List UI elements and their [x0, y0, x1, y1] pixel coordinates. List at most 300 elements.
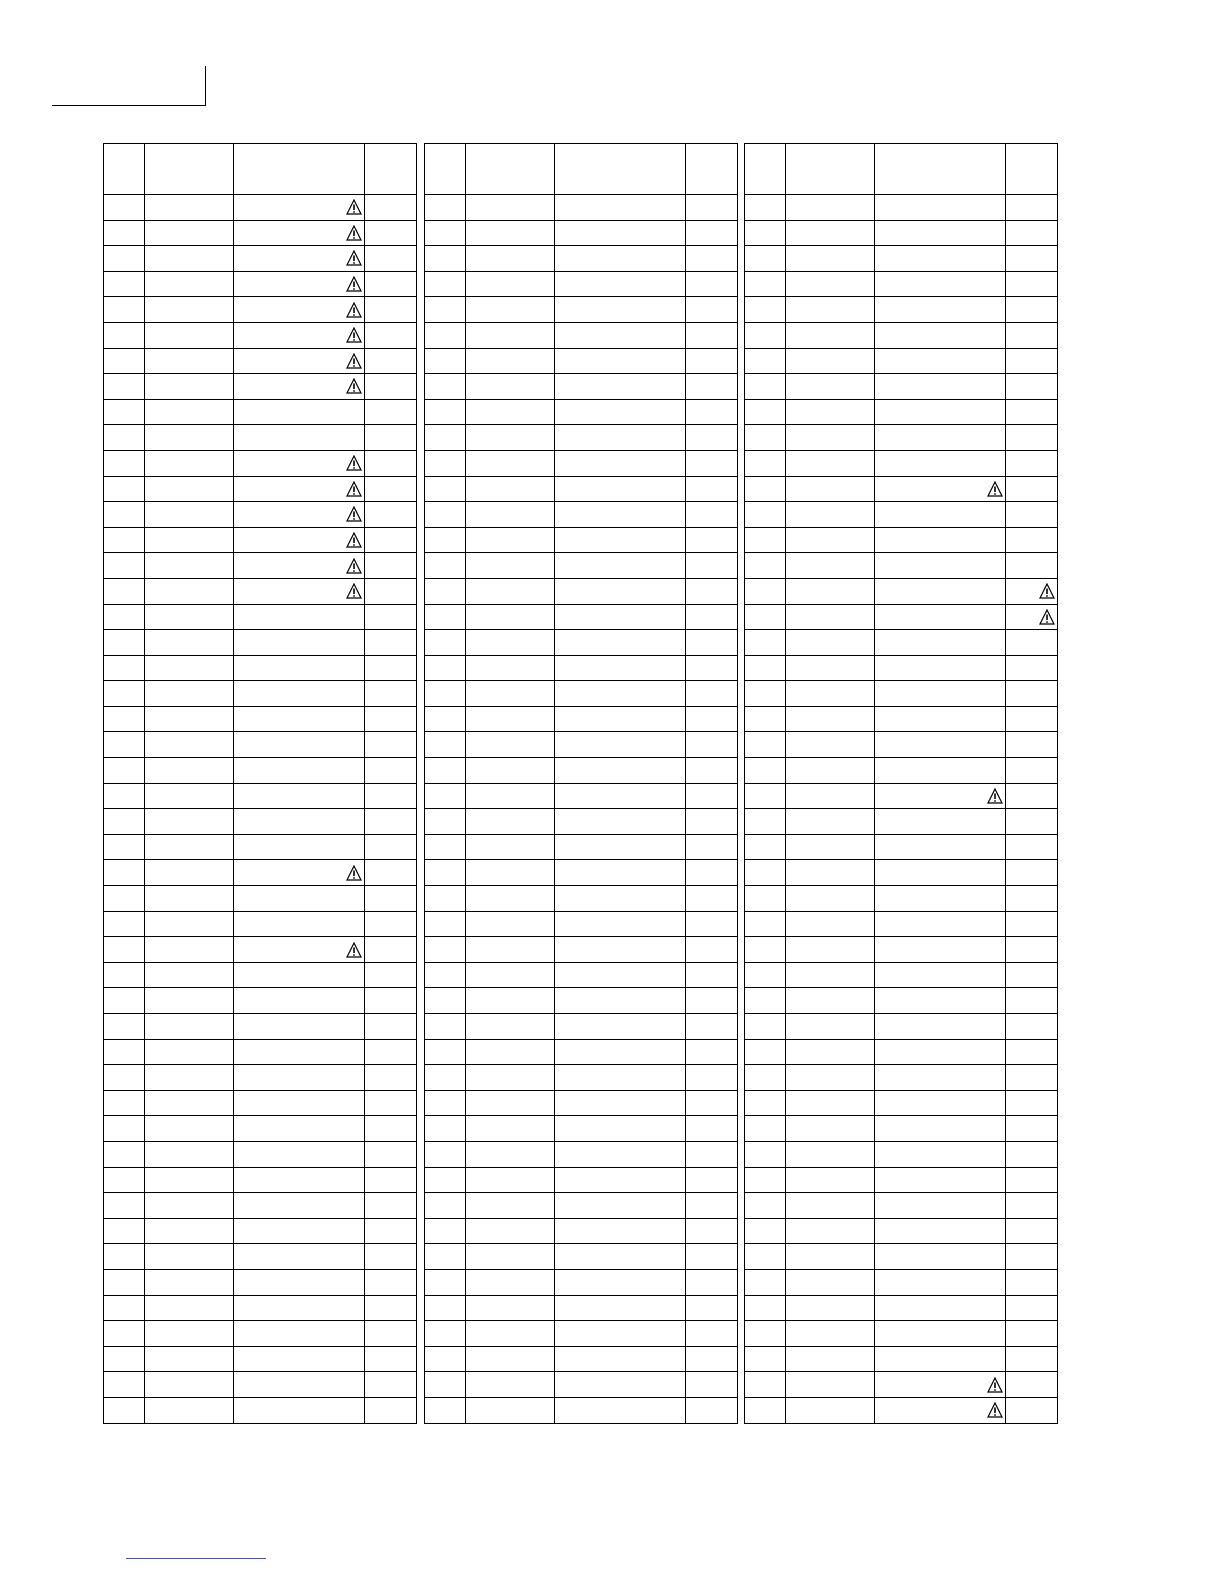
ref-no-cell — [104, 783, 145, 809]
ref-no-cell — [745, 348, 786, 374]
description-cell — [875, 988, 1005, 1014]
warning-triangle-icon — [346, 942, 362, 958]
ref-no-cell — [745, 425, 786, 451]
ref-no-cell — [425, 911, 466, 937]
description-cell — [875, 348, 1005, 374]
table-row — [425, 860, 738, 886]
ref-no-cell — [425, 630, 466, 656]
location-cell — [364, 271, 416, 297]
ref-no-cell — [425, 1090, 466, 1116]
part-no-cell — [786, 655, 875, 681]
ref-no-cell — [745, 1167, 786, 1193]
table-row — [104, 246, 417, 272]
location-cell — [364, 1014, 416, 1040]
part-no-cell — [145, 553, 234, 579]
warning-triangle-icon — [987, 788, 1003, 804]
location-cell — [685, 988, 737, 1014]
description-cell — [875, 1295, 1005, 1321]
part-no-cell — [466, 1269, 555, 1295]
location-cell — [685, 1269, 737, 1295]
table-row — [745, 527, 1058, 553]
part-no-cell — [786, 732, 875, 758]
description-cell — [234, 1014, 364, 1040]
warning-triangle-icon — [346, 481, 362, 497]
location-cell — [1005, 962, 1057, 988]
part-no-cell — [786, 527, 875, 553]
warning-triangle-icon — [346, 532, 362, 548]
description-cell — [234, 220, 364, 246]
description-cell — [234, 1295, 364, 1321]
ref-no-cell — [745, 1193, 786, 1219]
ref-no-cell — [104, 1372, 145, 1398]
location-cell — [364, 502, 416, 528]
table-row — [104, 886, 417, 912]
table-row — [425, 706, 738, 732]
ref-no-cell — [104, 1346, 145, 1372]
description-cell — [555, 246, 685, 272]
part-no-cell — [145, 195, 234, 221]
table-row — [425, 195, 738, 221]
part-no-cell — [786, 1397, 875, 1423]
part-no-cell — [786, 1346, 875, 1372]
table-row — [745, 1244, 1058, 1270]
part-no-cell — [145, 809, 234, 835]
description-cell — [555, 578, 685, 604]
table-row — [425, 962, 738, 988]
description-cell — [234, 322, 364, 348]
table-row — [745, 937, 1058, 963]
description-cell — [875, 1141, 1005, 1167]
ref-no-cell — [425, 271, 466, 297]
table-row — [425, 809, 738, 835]
table-row — [104, 1193, 417, 1219]
table-row — [425, 1014, 738, 1040]
ref-no-cell — [425, 527, 466, 553]
ref-no-cell — [425, 1039, 466, 1065]
description-cell — [234, 681, 364, 707]
ref-no-cell — [104, 1116, 145, 1142]
column-header — [234, 144, 364, 195]
description-cell — [555, 1167, 685, 1193]
location-cell — [685, 1141, 737, 1167]
ref-no-cell — [745, 476, 786, 502]
description-cell — [555, 348, 685, 374]
part-no-cell — [145, 1244, 234, 1270]
location-cell — [1005, 655, 1057, 681]
part-no-cell — [786, 450, 875, 476]
warning-triangle-icon — [346, 865, 362, 881]
ref-no-cell — [104, 988, 145, 1014]
warning-triangle-icon — [987, 1377, 1003, 1393]
table-row — [745, 1372, 1058, 1398]
part-no-cell — [466, 962, 555, 988]
description-cell — [555, 553, 685, 579]
location-cell — [364, 988, 416, 1014]
ref-no-cell — [425, 1116, 466, 1142]
part-no-cell — [466, 450, 555, 476]
page-tab-divider — [205, 66, 206, 106]
description-cell — [234, 988, 364, 1014]
part-no-cell — [466, 1346, 555, 1372]
warning-triangle-icon — [346, 302, 362, 318]
part-no-cell — [145, 348, 234, 374]
ref-no-cell — [425, 809, 466, 835]
ref-no-cell — [425, 783, 466, 809]
description-cell — [234, 860, 364, 886]
description-cell — [555, 476, 685, 502]
ref-no-cell — [425, 1065, 466, 1091]
description-cell — [555, 322, 685, 348]
location-cell — [1005, 502, 1057, 528]
ref-no-cell — [104, 962, 145, 988]
description-cell — [875, 1372, 1005, 1398]
description-cell — [555, 1372, 685, 1398]
location-cell — [364, 681, 416, 707]
table-row — [745, 578, 1058, 604]
table-row — [425, 1346, 738, 1372]
description-cell — [555, 630, 685, 656]
description-cell — [234, 1244, 364, 1270]
description-cell — [875, 374, 1005, 400]
ref-no-cell — [745, 1321, 786, 1347]
part-no-cell — [786, 1039, 875, 1065]
ref-no-cell — [104, 1218, 145, 1244]
description-cell — [555, 706, 685, 732]
warning-triangle-icon — [346, 250, 362, 266]
part-no-cell — [466, 706, 555, 732]
location-cell — [364, 783, 416, 809]
ref-no-cell — [425, 399, 466, 425]
ref-no-cell — [104, 1269, 145, 1295]
table-row — [425, 246, 738, 272]
part-no-cell — [786, 1295, 875, 1321]
part-no-cell — [466, 502, 555, 528]
ref-no-cell — [745, 1014, 786, 1040]
location-cell — [364, 1193, 416, 1219]
part-no-cell — [466, 1039, 555, 1065]
ref-no-cell — [745, 527, 786, 553]
description-cell — [234, 1372, 364, 1398]
description-cell — [234, 604, 364, 630]
part-no-cell — [145, 1090, 234, 1116]
location-cell — [685, 1372, 737, 1398]
part-no-cell — [145, 911, 234, 937]
location-cell — [685, 220, 737, 246]
description-cell — [234, 271, 364, 297]
part-no-cell — [786, 476, 875, 502]
table-row — [104, 681, 417, 707]
table-row — [745, 886, 1058, 912]
part-no-cell — [466, 630, 555, 656]
location-cell — [364, 732, 416, 758]
table-row — [104, 1372, 417, 1398]
table-row — [425, 1218, 738, 1244]
table-row — [425, 1269, 738, 1295]
table-row — [104, 911, 417, 937]
parts-table-1 — [103, 143, 417, 1424]
ref-no-cell — [745, 297, 786, 323]
ref-no-cell — [425, 1372, 466, 1398]
location-cell — [685, 758, 737, 784]
description-cell — [555, 1295, 685, 1321]
table-row — [425, 911, 738, 937]
table-row — [745, 322, 1058, 348]
parts-table-body — [745, 144, 1058, 1424]
description-cell — [875, 630, 1005, 656]
table-row — [425, 425, 738, 451]
description-cell — [555, 937, 685, 963]
table-row — [104, 553, 417, 579]
ref-no-cell — [425, 246, 466, 272]
table-row — [425, 1372, 738, 1398]
table-row — [745, 1269, 1058, 1295]
part-no-cell — [466, 655, 555, 681]
table-row — [425, 732, 738, 758]
table-row — [104, 1269, 417, 1295]
description-cell — [234, 1269, 364, 1295]
part-no-cell — [466, 246, 555, 272]
ref-no-cell — [425, 1141, 466, 1167]
part-no-cell — [145, 271, 234, 297]
table-row — [425, 886, 738, 912]
description-cell — [234, 425, 364, 451]
location-cell — [364, 297, 416, 323]
location-cell — [364, 1065, 416, 1091]
description-cell — [875, 681, 1005, 707]
part-no-cell — [786, 783, 875, 809]
part-no-cell — [466, 1295, 555, 1321]
warning-triangle-icon — [346, 558, 362, 574]
ref-no-cell — [745, 630, 786, 656]
ref-no-cell — [104, 527, 145, 553]
ref-no-cell — [745, 1141, 786, 1167]
warning-triangle-icon — [346, 276, 362, 292]
part-no-cell — [466, 578, 555, 604]
table-row — [745, 1141, 1058, 1167]
description-cell — [234, 630, 364, 656]
location-cell — [364, 1372, 416, 1398]
location-cell — [685, 348, 737, 374]
location-cell — [685, 1116, 737, 1142]
part-no-cell — [786, 374, 875, 400]
location-cell — [685, 1193, 737, 1219]
table-row — [745, 271, 1058, 297]
location-cell — [1005, 809, 1057, 835]
part-no-cell — [466, 1321, 555, 1347]
description-cell — [234, 911, 364, 937]
table-row — [745, 195, 1058, 221]
table-row — [425, 604, 738, 630]
part-no-cell — [145, 783, 234, 809]
ref-no-cell — [104, 732, 145, 758]
location-cell — [685, 1295, 737, 1321]
description-cell — [555, 962, 685, 988]
description-cell — [875, 732, 1005, 758]
ref-no-cell — [425, 1167, 466, 1193]
description-cell — [875, 297, 1005, 323]
part-no-cell — [466, 834, 555, 860]
ref-no-cell — [425, 425, 466, 451]
description-cell — [555, 1014, 685, 1040]
part-no-cell — [145, 732, 234, 758]
ref-no-cell — [745, 246, 786, 272]
location-cell — [1005, 450, 1057, 476]
description-cell — [555, 195, 685, 221]
location-cell — [685, 1346, 737, 1372]
part-no-cell — [786, 988, 875, 1014]
part-no-cell — [145, 1039, 234, 1065]
part-no-cell — [145, 1295, 234, 1321]
description-cell — [555, 1116, 685, 1142]
table-row — [745, 1193, 1058, 1219]
description-cell — [875, 706, 1005, 732]
table-row — [104, 476, 417, 502]
description-cell — [555, 450, 685, 476]
part-no-cell — [145, 604, 234, 630]
ref-no-cell — [745, 911, 786, 937]
location-cell — [685, 655, 737, 681]
table-row — [425, 271, 738, 297]
part-no-cell — [786, 246, 875, 272]
part-no-cell — [145, 1397, 234, 1423]
location-cell — [364, 1116, 416, 1142]
part-no-cell — [466, 1397, 555, 1423]
table-row — [745, 1397, 1058, 1423]
part-no-cell — [145, 246, 234, 272]
ref-no-cell — [104, 1014, 145, 1040]
table-row — [104, 783, 417, 809]
table-row — [104, 1244, 417, 1270]
ref-no-cell — [425, 732, 466, 758]
ref-no-cell — [104, 553, 145, 579]
table-row — [745, 834, 1058, 860]
description-cell — [875, 962, 1005, 988]
part-no-cell — [466, 553, 555, 579]
table-row — [745, 348, 1058, 374]
description-cell — [875, 322, 1005, 348]
location-cell — [1005, 220, 1057, 246]
part-no-cell — [145, 758, 234, 784]
location-cell — [1005, 399, 1057, 425]
table-row — [425, 1090, 738, 1116]
location-cell — [685, 425, 737, 451]
part-no-cell — [145, 578, 234, 604]
description-cell — [234, 476, 364, 502]
table-row — [425, 1116, 738, 1142]
location-cell — [1005, 1372, 1057, 1398]
ref-no-cell — [104, 604, 145, 630]
description-cell — [234, 1090, 364, 1116]
location-cell — [1005, 1039, 1057, 1065]
location-cell — [685, 476, 737, 502]
description-cell — [234, 732, 364, 758]
location-cell — [685, 246, 737, 272]
description-cell — [234, 1321, 364, 1347]
ref-no-cell — [745, 1090, 786, 1116]
table-row — [104, 732, 417, 758]
location-cell — [1005, 476, 1057, 502]
table-row — [104, 1141, 417, 1167]
location-cell — [1005, 348, 1057, 374]
description-cell — [555, 681, 685, 707]
part-no-cell — [145, 681, 234, 707]
description-cell — [875, 450, 1005, 476]
part-no-cell — [786, 758, 875, 784]
footer-link-underline — [126, 1558, 266, 1559]
description-cell — [875, 578, 1005, 604]
ref-no-cell — [104, 271, 145, 297]
table-row — [104, 1014, 417, 1040]
part-no-cell — [466, 886, 555, 912]
description-cell — [555, 886, 685, 912]
table-row — [745, 1321, 1058, 1347]
location-cell — [1005, 1193, 1057, 1219]
ref-no-cell — [104, 246, 145, 272]
description-cell — [555, 911, 685, 937]
part-no-cell — [786, 604, 875, 630]
location-cell — [364, 348, 416, 374]
location-cell — [1005, 271, 1057, 297]
location-cell — [364, 1397, 416, 1423]
ref-no-cell — [745, 271, 786, 297]
warning-triangle-icon — [1039, 583, 1055, 599]
table-row — [745, 732, 1058, 758]
ref-no-cell — [104, 1295, 145, 1321]
part-no-cell — [466, 1065, 555, 1091]
table-row — [425, 399, 738, 425]
table-row — [104, 1090, 417, 1116]
warning-triangle-icon — [346, 583, 362, 599]
description-cell — [234, 1065, 364, 1091]
table-row — [104, 1346, 417, 1372]
table-row — [425, 1397, 738, 1423]
description-cell — [875, 220, 1005, 246]
table-row — [425, 476, 738, 502]
table-row — [745, 553, 1058, 579]
ref-no-cell — [745, 578, 786, 604]
location-cell — [1005, 553, 1057, 579]
location-cell — [364, 322, 416, 348]
table-row — [104, 271, 417, 297]
description-cell — [555, 1090, 685, 1116]
description-cell — [555, 271, 685, 297]
part-no-cell — [786, 1321, 875, 1347]
ref-no-cell — [104, 399, 145, 425]
table-row — [425, 374, 738, 400]
description-cell — [555, 220, 685, 246]
table-row — [425, 783, 738, 809]
part-no-cell — [786, 1167, 875, 1193]
location-cell — [685, 1167, 737, 1193]
description-cell — [234, 348, 364, 374]
description-cell — [875, 476, 1005, 502]
table-row — [425, 834, 738, 860]
description-cell — [875, 834, 1005, 860]
table-row — [104, 604, 417, 630]
ref-no-cell — [104, 937, 145, 963]
ref-no-cell — [104, 220, 145, 246]
table-row — [104, 1065, 417, 1091]
location-cell — [1005, 1090, 1057, 1116]
part-no-cell — [786, 399, 875, 425]
description-cell — [875, 937, 1005, 963]
ref-no-cell — [745, 195, 786, 221]
part-no-cell — [786, 706, 875, 732]
table-row — [425, 1167, 738, 1193]
table-row — [745, 809, 1058, 835]
location-cell — [685, 834, 737, 860]
ref-no-cell — [104, 1167, 145, 1193]
